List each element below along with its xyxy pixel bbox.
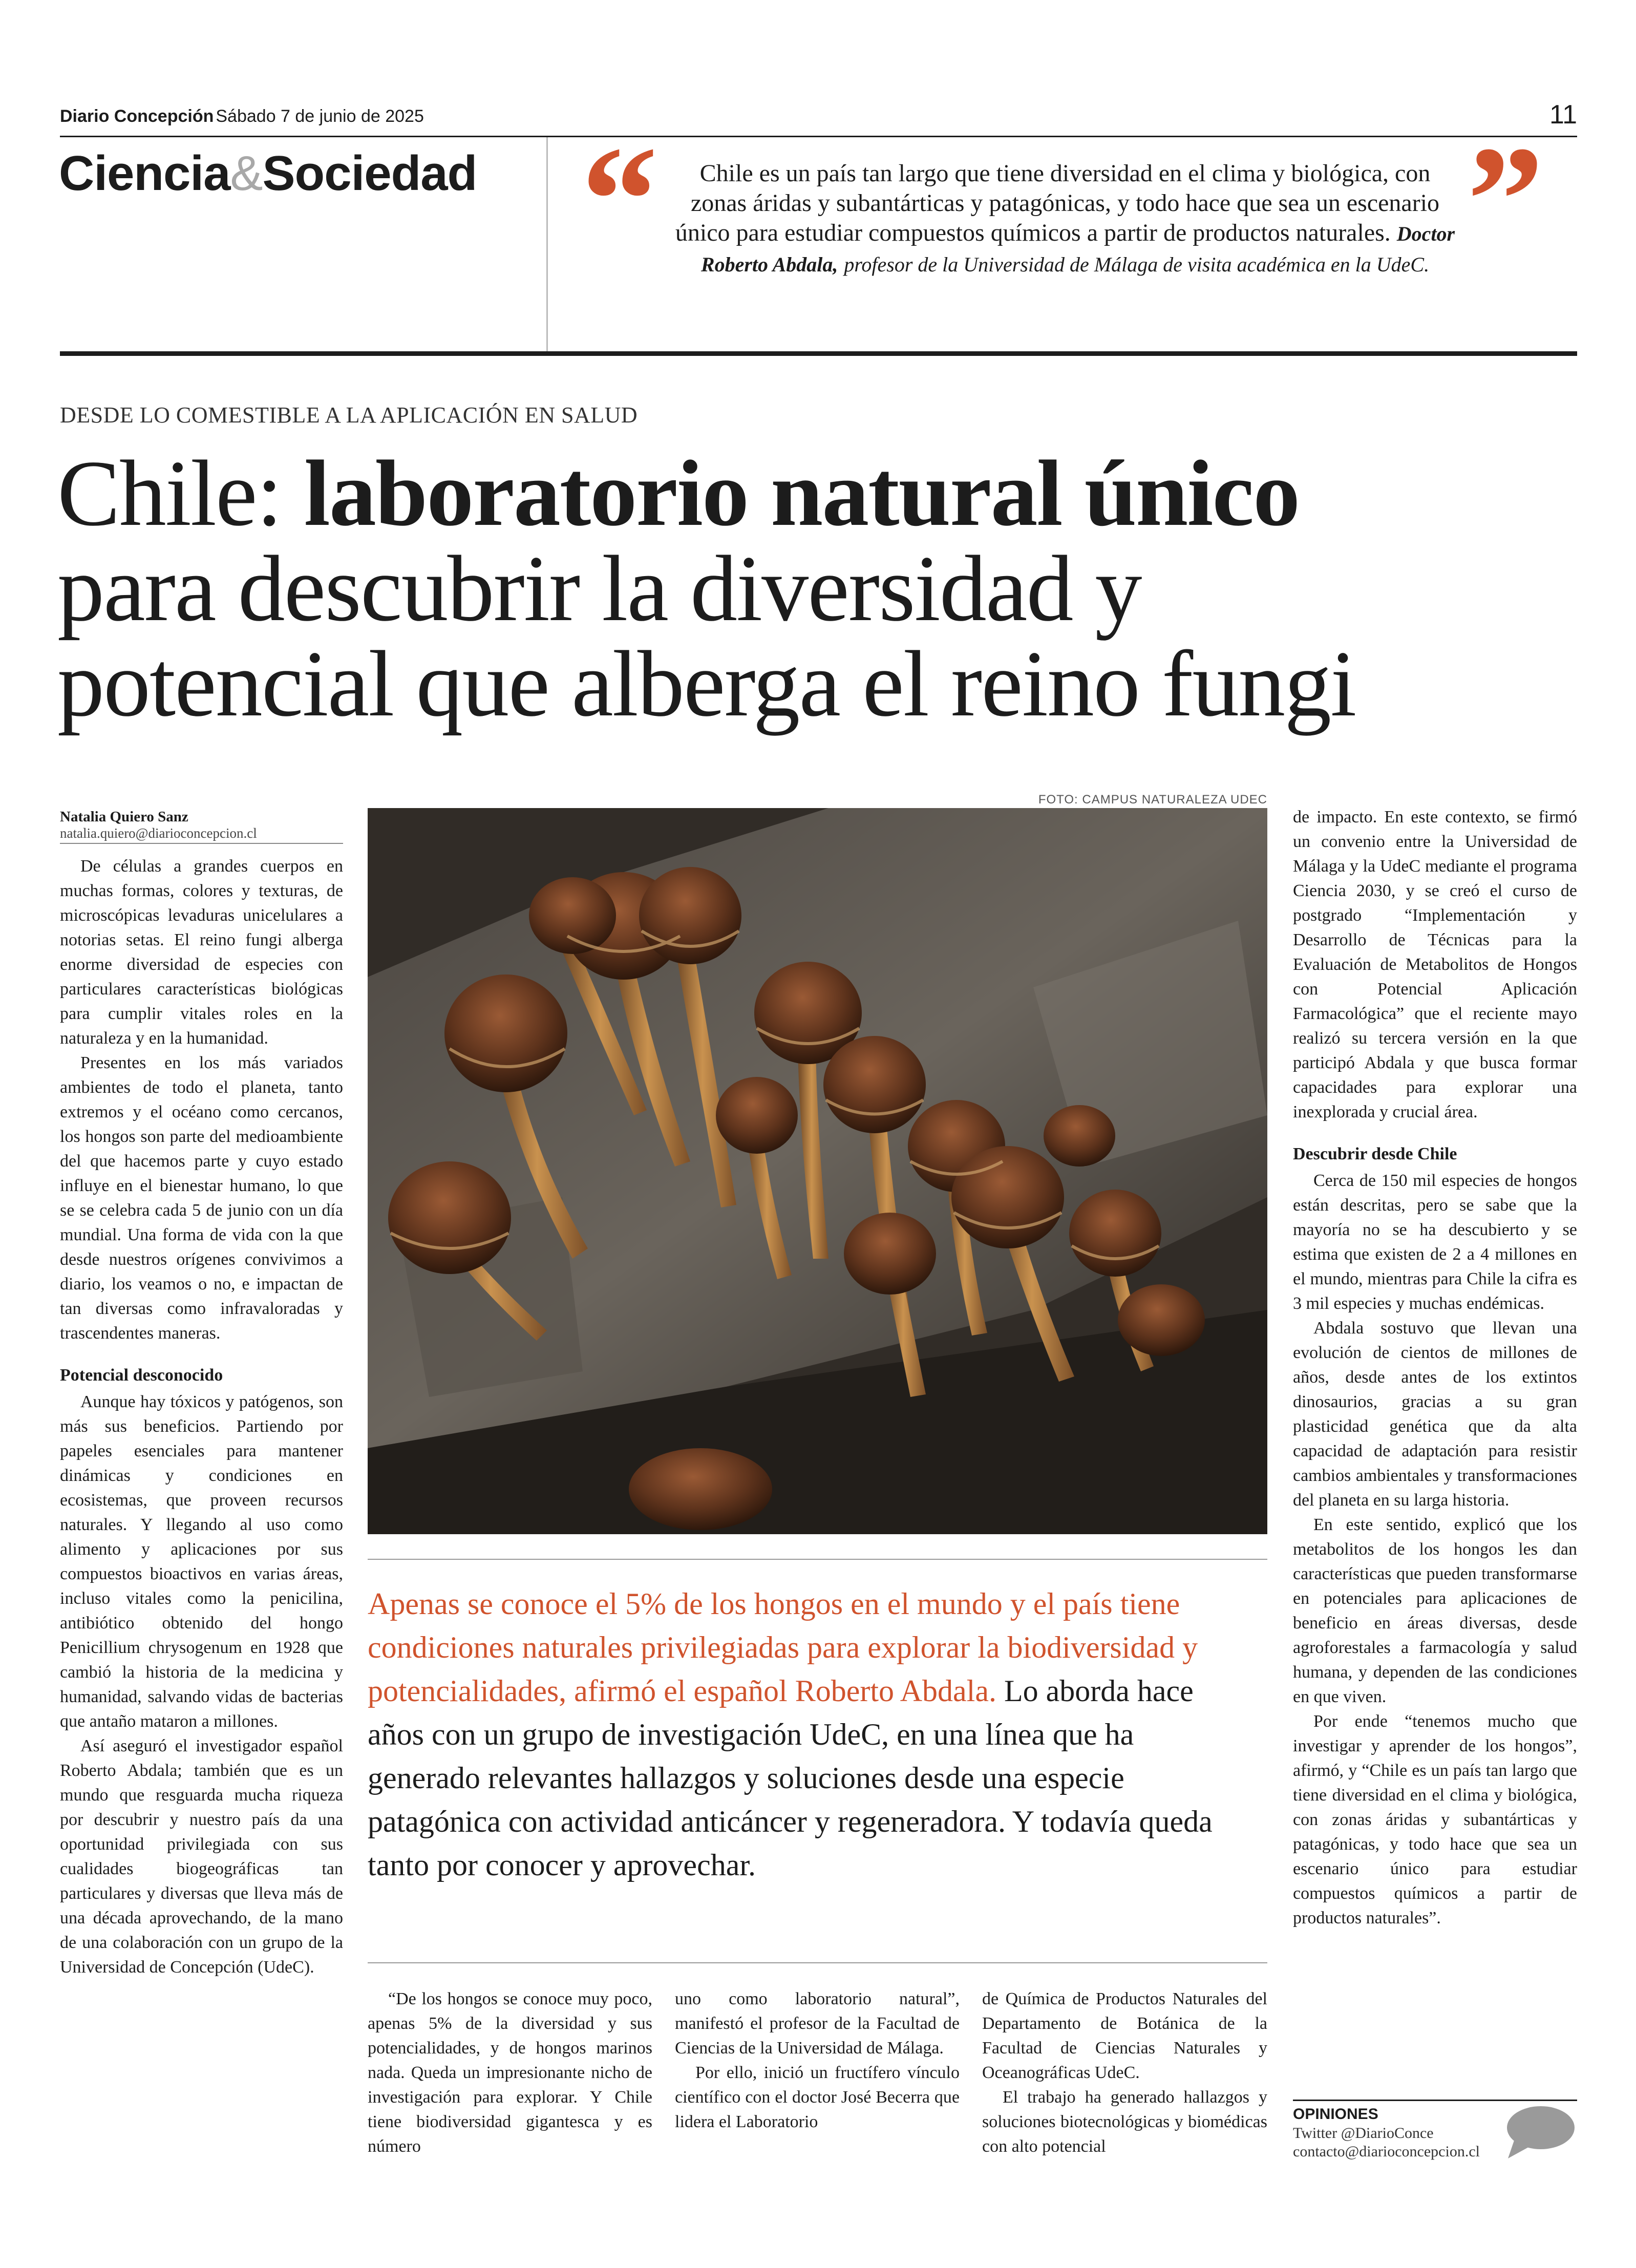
- col5-paragraph: Cerca de 150 mil especies de hongos están descritas, pero se sabe que la mayoría no se ha descubierto y se estima que existen de 2 a 4 millones en el mundo, mientras para Chile la cifra es 3 mil especies y muchas endémicas.: [1293, 1171, 1577, 1313]
- opinions-twitter[interactable]: Twitter @DiarioConce: [1293, 2125, 1434, 2142]
- col3-paragraph: uno como laboratorio natural”, manifestó el profesor de la Facultad de Ciencias de la Universidad de Málaga.: [675, 1989, 960, 2058]
- col5-paragraph: Abdala sostuvo que llevan una evolución de cientos de millones de años, desde antes de los extintos dinosaurios, gracias a su gran plasticidad genética que da alta capacidad de adaptación para resistir cambios ambientales y transformaciones del planeta en su larga historia.: [1293, 1319, 1577, 1510]
- headline-bold: laboratorio natural único: [304, 441, 1300, 545]
- pull-quote-text: Chile es un país tan largo que tiene diversidad en el clima y biológica, con zonas áridas y subantárticas y patagónicas, y todo hace que sea un escenario único para estudiar compuestos químicos a partir de productos naturales.: [675, 160, 1440, 246]
- section-title-part1: Ciencia: [59, 146, 230, 201]
- subhead-potencial: Potencial desconocido: [60, 1366, 223, 1385]
- masthead: [60, 107, 1576, 137]
- col1-paragraph: Presentes en los más variados ambientes de todo el planeta, tanto extremos y el océano como cercanos, los hongos son parte del medioambiente del que hacemos parte y cuyo estado influye en el bienestar humano, lo que se se celebra cada 5 de junio con un día mundial. Una forma de vida con la que desde nuestros orígenes convivimos a diario, los veamos o no, e impactan de tan diversas como infravaloradas y trascendentes maneras.: [60, 1053, 343, 1343]
- column-1: [60, 854, 343, 1980]
- section-title: [59, 145, 477, 202]
- kicker: DESDE LO COMESTIBLE A LA APLICACIÓN EN SALUD: [60, 402, 638, 428]
- column-3: [675, 1987, 960, 2134]
- col4-paragraph: de Química de Productos Naturales del Departamento de Botánica de la Facultad de Ciencias Naturales y Oceanográficas UdeC.: [982, 1989, 1267, 2082]
- subhead-descubrir: Descubrir desde Chile: [1293, 1144, 1457, 1163]
- column-4: [982, 1987, 1267, 2159]
- col5-paragraph: Por ende “tenemos mucho que investigar y aprender de los hongos”, afirmó, y “Chile es un país tan largo que tiene diversidad en el clima y biológica, con zonas áridas y subantárticas y patagónicas, y todo hace que sea un escenario único para estudiar compuestos químicos a partir de productos naturales”.: [1293, 1712, 1577, 1927]
- column-2: [368, 1987, 652, 2159]
- opinions-label: OPINIONES: [1293, 2106, 1378, 2123]
- lower-rule: [368, 1962, 1267, 1963]
- col2-paragraph: “De los hongos se conoce muy poco, apenas 5% de la diversidad y sus potencialidades, y de hongos marinos nada. Queda un impresionante nicho de investigación para explorar. Y Chile tiene biodiversidad gigantesca y es número: [368, 1989, 652, 2156]
- header-bottom-rule: [60, 351, 1577, 356]
- col4-paragraph: El trabajo ha generado hallazgos y soluciones biotecnológicas y biomédicas con alto potencial: [982, 2088, 1267, 2156]
- speech-bubble-icon: [1504, 2105, 1576, 2161]
- mushroom-illustration: [368, 808, 1267, 1534]
- mushroom-photo: [368, 808, 1267, 1534]
- column-5: [1293, 805, 1577, 1931]
- open-quote-mark: “: [581, 115, 658, 285]
- headline: [57, 441, 1573, 736]
- highlight-block: [368, 1582, 1248, 1887]
- headline-light: Chile:: [57, 441, 282, 545]
- paper-name: Diario Concepción: [60, 107, 214, 126]
- byline-rule: [60, 843, 343, 844]
- highlight-orange: Apenas se conoce el 5% de los hongos en el mundo y el país tiene condiciones naturales privilegiadas para explorar la biodiversidad y potencialidades, afirmó el español Roberto Abdala.: [368, 1587, 1198, 1708]
- section-title-amp: &: [230, 146, 263, 201]
- masthead-rule: [60, 136, 1577, 137]
- byline: [60, 808, 343, 844]
- col5-paragraph: de impacto. En este contexto, se firmó un convenio entre la Universidad de Málaga y la UdeC mediante el programa Ciencia 2030, y se creó el curso de postgrado “Implementación y Desarrollo de Técnicas para la Evaluación de Metabolitos de Hongos con Potencial Aplicación Farmacológica” que el reciente mayo realizó su tercera versión en la que participó Abdala y que busca formar capacidades para explorar una inexplorada y crucial área.: [1293, 808, 1577, 1121]
- headline-line1: [57, 441, 1573, 545]
- col5-paragraph: En este sentido, explicó que los metabolitos de los hongos les dan características que pueden transformarse en potenciales para aplicaciones de beneficio en áreas diversas, desde agroforestales a farmacología y salud humana, y dependen de las condiciones en que viven.: [1293, 1515, 1577, 1706]
- issue-date: Sábado 7 de junio de 2025: [216, 107, 424, 126]
- page-number: 11: [1549, 100, 1577, 130]
- pull-quote-author: Doctor Roberto Abdala,: [700, 222, 1455, 276]
- pull-quote: [671, 159, 1459, 280]
- col3-paragraph: Por ello, inició un fructífero vínculo científico con el doctor José Becerra que lidera el Laboratorio: [675, 2063, 960, 2131]
- photo-credit: FOTO: CAMPUS NATURALEZA UDEC: [1038, 793, 1267, 807]
- headline-line2: para descubrir la diversidad y: [57, 536, 1141, 641]
- col1-paragraph: Así aseguró el investigador español Roberto Abdala; también que es un mundo que resguarda mucha riqueza por descubrir y nuestro país da una oportunidad privilegiada con sus cualidades biogeográficas tan particulares y diversas que lleva más de una década aprovechando, de la mano de una colaboración con un grupo de la Universidad de Concepción (UdeC).: [60, 1736, 343, 1977]
- headline-line3: potencial que alberga el reino fungi: [57, 631, 1356, 736]
- col1-paragraph: De células a grandes cuerpos en muchas formas, colores y texturas, de microscópicas levaduras unicelulares a notorias setas. El reino fungi alberga enorme diversidad de especies con particulares características biológicas para cumplir vitales roles en la naturaleza y en la humanidad.: [60, 857, 343, 1048]
- opinions-box: [1293, 2105, 1577, 2161]
- header-divider: [546, 137, 548, 351]
- highlight-black: Lo aborda hace años con un grupo de investigación UdeC, en una línea que ha generado relevantes hallazgos y soluciones desde una especie patagónica con actividad anticáncer y regeneradora. Y todavía queda tanto por conocer y aprovechar.: [368, 1674, 1213, 1882]
- pull-quote-role: profesor de la Universidad de Málaga de visita académica en la UdeC.: [844, 253, 1430, 276]
- section-title-part2: Sociedad: [262, 146, 477, 201]
- col1-paragraph: Aunque hay tóxicos y patógenos, son más sus beneficios. Partiendo por papeles esenciales para mantener dinámicas y condiciones en ecosistemas, que proveen recursos naturales. Y llegando al uso como alimento y aplicaciones por sus compuestos bioactivos en varias áreas, incluso vitales como la penicilina, antibiótico obtenido del hongo Penicillium chrysogenum en 1928 que cambió la historia de la medicina y humanidad, salvando vidas de bacterias que antaño mataron a millones.: [60, 1392, 343, 1731]
- byline-email: natalia.quiero@diarioconcepcion.cl: [60, 825, 257, 841]
- byline-name: Natalia Quiero Sanz: [60, 809, 188, 825]
- opinions-email[interactable]: contacto@diarioconcepcion.cl: [1293, 2143, 1480, 2160]
- photo-bottom-rule: [368, 1559, 1267, 1560]
- close-quote-mark: ”: [1467, 115, 1544, 285]
- opinions-rule: [1293, 2100, 1577, 2101]
